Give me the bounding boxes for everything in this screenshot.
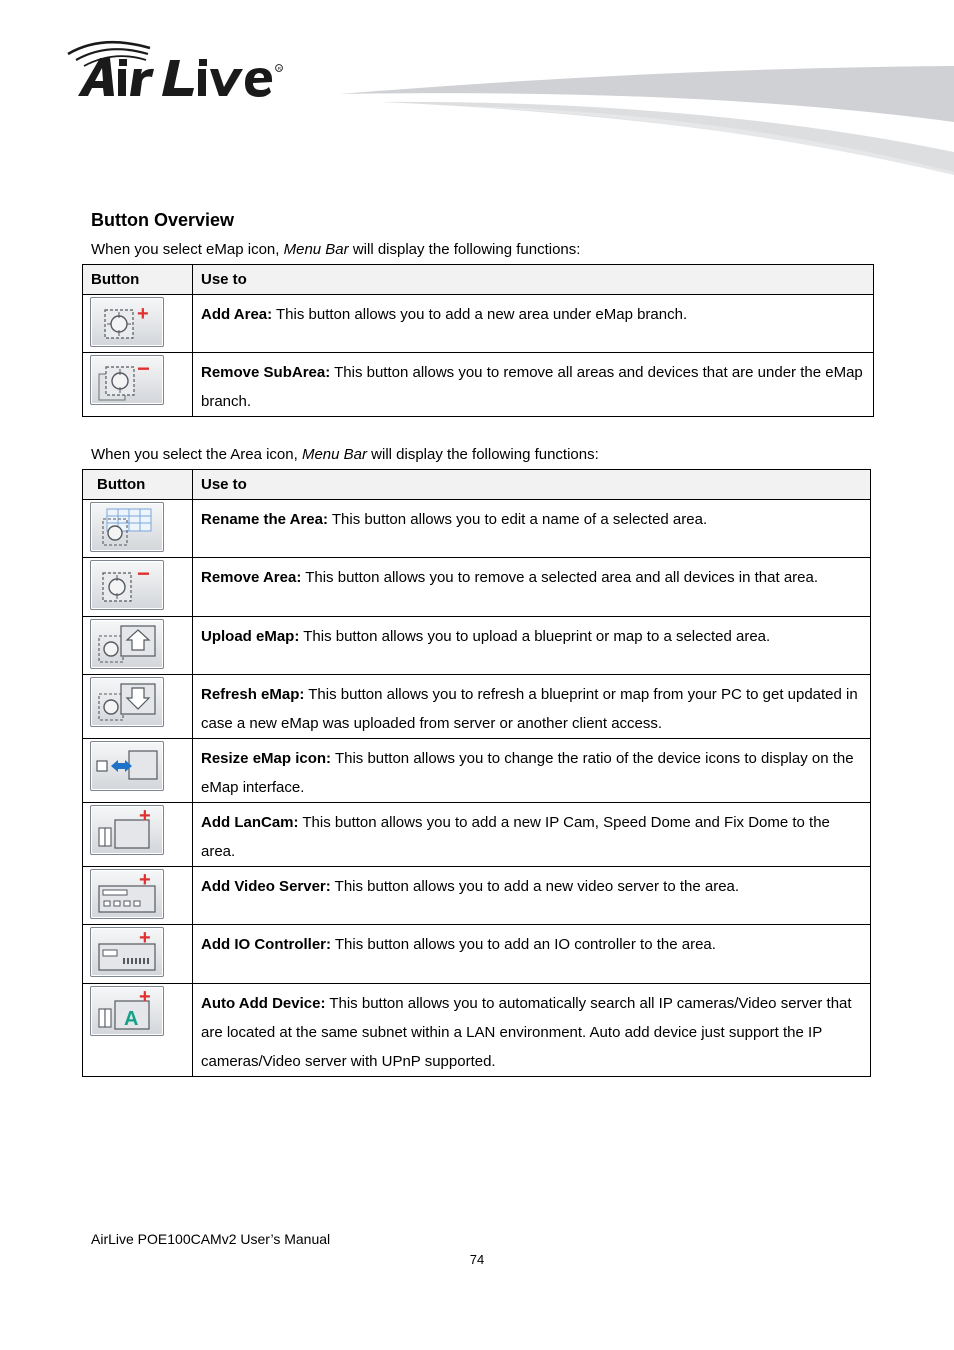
add-area-button[interactable] [90, 297, 164, 347]
table-row [83, 867, 871, 925]
row-description: Remove SubArea: This button allows you to remove all areas and devices that are under the eMap branch. [193, 353, 874, 417]
section-title: Button Overview [91, 210, 235, 230]
header-swoosh-decoration [340, 60, 954, 175]
table-row [83, 500, 871, 558]
svg-text:A: A [124, 1008, 139, 1030]
row-description: Add Video Server: This button allows you to add a new video server to the area. [193, 867, 871, 925]
column-header-use-to: Use to [193, 265, 874, 295]
rename-area-icon [91, 503, 163, 551]
resize-emap-icon-button[interactable] [90, 741, 164, 791]
table-row [83, 984, 871, 1077]
footer-manual-title: AirLive POE100CAMv2 User’s Manual [91, 1231, 331, 1247]
row-description: Add Area: This button allows you to add a new area under eMap branch. [193, 295, 874, 353]
page-number: 74 [469, 1252, 485, 1267]
row-description: Add IO Controller: This button allows you to add an IO controller to the area. [193, 925, 871, 984]
area-button-table [82, 469, 871, 1077]
resize-emap-icon [91, 742, 163, 790]
row-description: Auto Add Device: This button allows you to automatically search all IP cameras/Video server that are located at the same subnet within a LAN environment. Auto add device just support the IP cameras/Video server with UPnP supported. [193, 984, 871, 1077]
svg-text:+: + [139, 928, 151, 949]
add-video-server-icon [91, 870, 163, 918]
area-intro-text: When you select the Area icon, Menu Bar will display the following functions: [91, 446, 599, 463]
svg-text:−: − [137, 356, 150, 381]
auto-add-device-icon [91, 987, 163, 1035]
upload-emap-button[interactable] [90, 619, 164, 669]
table-header-row [83, 265, 874, 295]
page-header [0, 0, 954, 190]
column-header-button: Button [83, 470, 193, 500]
airlive-logo [62, 38, 292, 106]
remove-subarea-button[interactable] [90, 355, 164, 405]
svg-text:+: + [137, 303, 149, 325]
table-row [83, 739, 871, 803]
add-lancam-icon [91, 806, 163, 854]
table-row [83, 617, 871, 675]
add-lancam-button[interactable] [90, 805, 164, 855]
upload-emap-icon [91, 620, 163, 668]
table-row [83, 925, 871, 984]
add-io-controller-button[interactable] [90, 927, 164, 977]
remove-subarea-icon [91, 356, 163, 404]
column-header-button: Button [83, 265, 193, 295]
row-description: Rename the Area: This button allows you to edit a name of a selected area. [193, 500, 871, 558]
auto-add-device-button[interactable] [90, 986, 164, 1036]
svg-text:+: + [139, 806, 151, 827]
refresh-emap-button[interactable] [90, 677, 164, 727]
rename-area-button[interactable] [90, 502, 164, 552]
row-description: Upload eMap: This button allows you to upload a blueprint or map to a selected area. [193, 617, 871, 675]
remove-area-icon [91, 561, 163, 609]
svg-text:R: R [277, 66, 282, 72]
add-area-icon [91, 298, 163, 346]
emap-button-table [82, 264, 874, 417]
svg-text:−: − [137, 561, 150, 586]
column-header-use-to: Use to [193, 470, 871, 500]
row-description: Remove Area: This button allows you to remove a selected area and all devices in that area. [193, 558, 871, 617]
svg-text:+: + [139, 870, 151, 891]
table-row [83, 803, 871, 867]
table-row [83, 675, 871, 739]
table-header-row [83, 470, 871, 500]
table-row [83, 558, 871, 617]
row-description: Refresh eMap: This button allows you to refresh a blueprint or map from your PC to get updated in case a new eMap was uploaded from server or another client access. [193, 675, 871, 739]
table-row [83, 353, 874, 417]
row-description: Resize eMap icon: This button allows you to change the ratio of the device icons to display on the eMap interface. [193, 739, 871, 803]
emap-intro-text: When you select eMap icon, Menu Bar will display the following functions: [91, 241, 581, 258]
table-row [83, 295, 874, 353]
remove-area-button[interactable] [90, 560, 164, 610]
row-description: Add LanCam: This button allows you to add a new IP Cam, Speed Dome and Fix Dome to the area. [193, 803, 871, 867]
add-video-server-button[interactable] [90, 869, 164, 919]
add-io-controller-icon [91, 928, 163, 976]
refresh-emap-icon [91, 678, 163, 726]
svg-text:+: + [139, 987, 151, 1008]
